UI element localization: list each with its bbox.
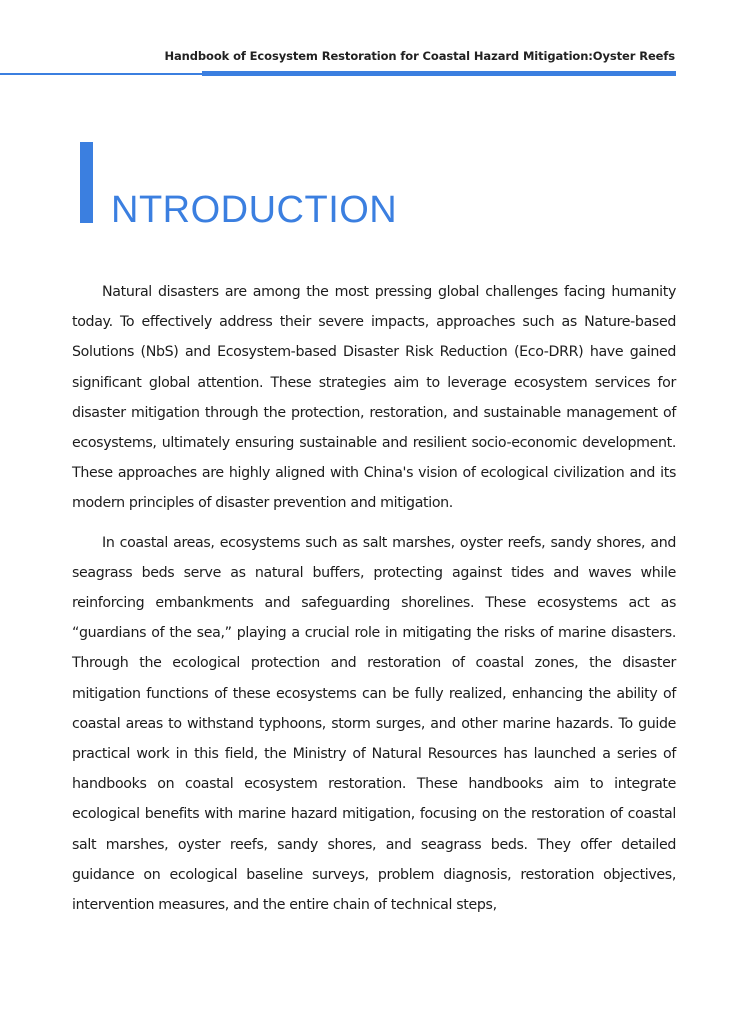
paragraph-1: Natural disasters are among the most pressing global challenges facing humanity today. To effectively address their severe impacts, approaches such as Nature-based Solutions (NbS) and Ecosystem-based Disaster Risk Reduction (Eco-DRR) have gained significant global attention. These strategies aim to leverage ecosystem services for disaster mitigation through the protection, restoration, and sustainable management of ecosystems, ultimately ensuring sustainable and resilient socio-economic development. These approaches are highly aligned with China's vision of ecological civilization and its modern principles of disaster prevention and mitigation. [72,284,676,512]
section-title: NTRODUCTION [111,189,398,231]
header-rule-thick [202,71,676,76]
running-header-title: Handbook of Ecosystem Restoration for Coastal Hazard Mitigation:Oyster Reefs [164,49,675,63]
body-text [72,277,676,929]
section-title-initial-letter [80,142,93,223]
header-rule-thin [0,73,220,75]
paragraph-2: In coastal areas, ecosystems such as salt marshes, oyster reefs, sandy shores, and seagrass beds serve as natural buffers, protecting against tides and waves while reinforcing embankments and safeguarding shorelines. These ecosystems act as “guardians of the sea,” playing a crucial role in mitigating the risks of marine disasters. Through the ecological protection and restoration of coastal zones, the disaster mitigation functions of these ecosystems can be fully realized, enhancing the ability of coastal areas to withstand typhoons, storm surges, and other marine hazards. To guide practical work in this field, the Ministry of Natural Resources has launched a series of handbooks on coastal ecosystem restoration. These handbooks aim to integrate ecological benefits with marine hazard mitigation, focusing on the restoration of coastal salt marshes, oyster reefs, sandy shores, and seagrass beds. They offer detailed guidance on ecological baseline surveys, problem diagnosis, restoration objectives, intervention measures, and the entire chain of technical steps, [72,534,676,914]
